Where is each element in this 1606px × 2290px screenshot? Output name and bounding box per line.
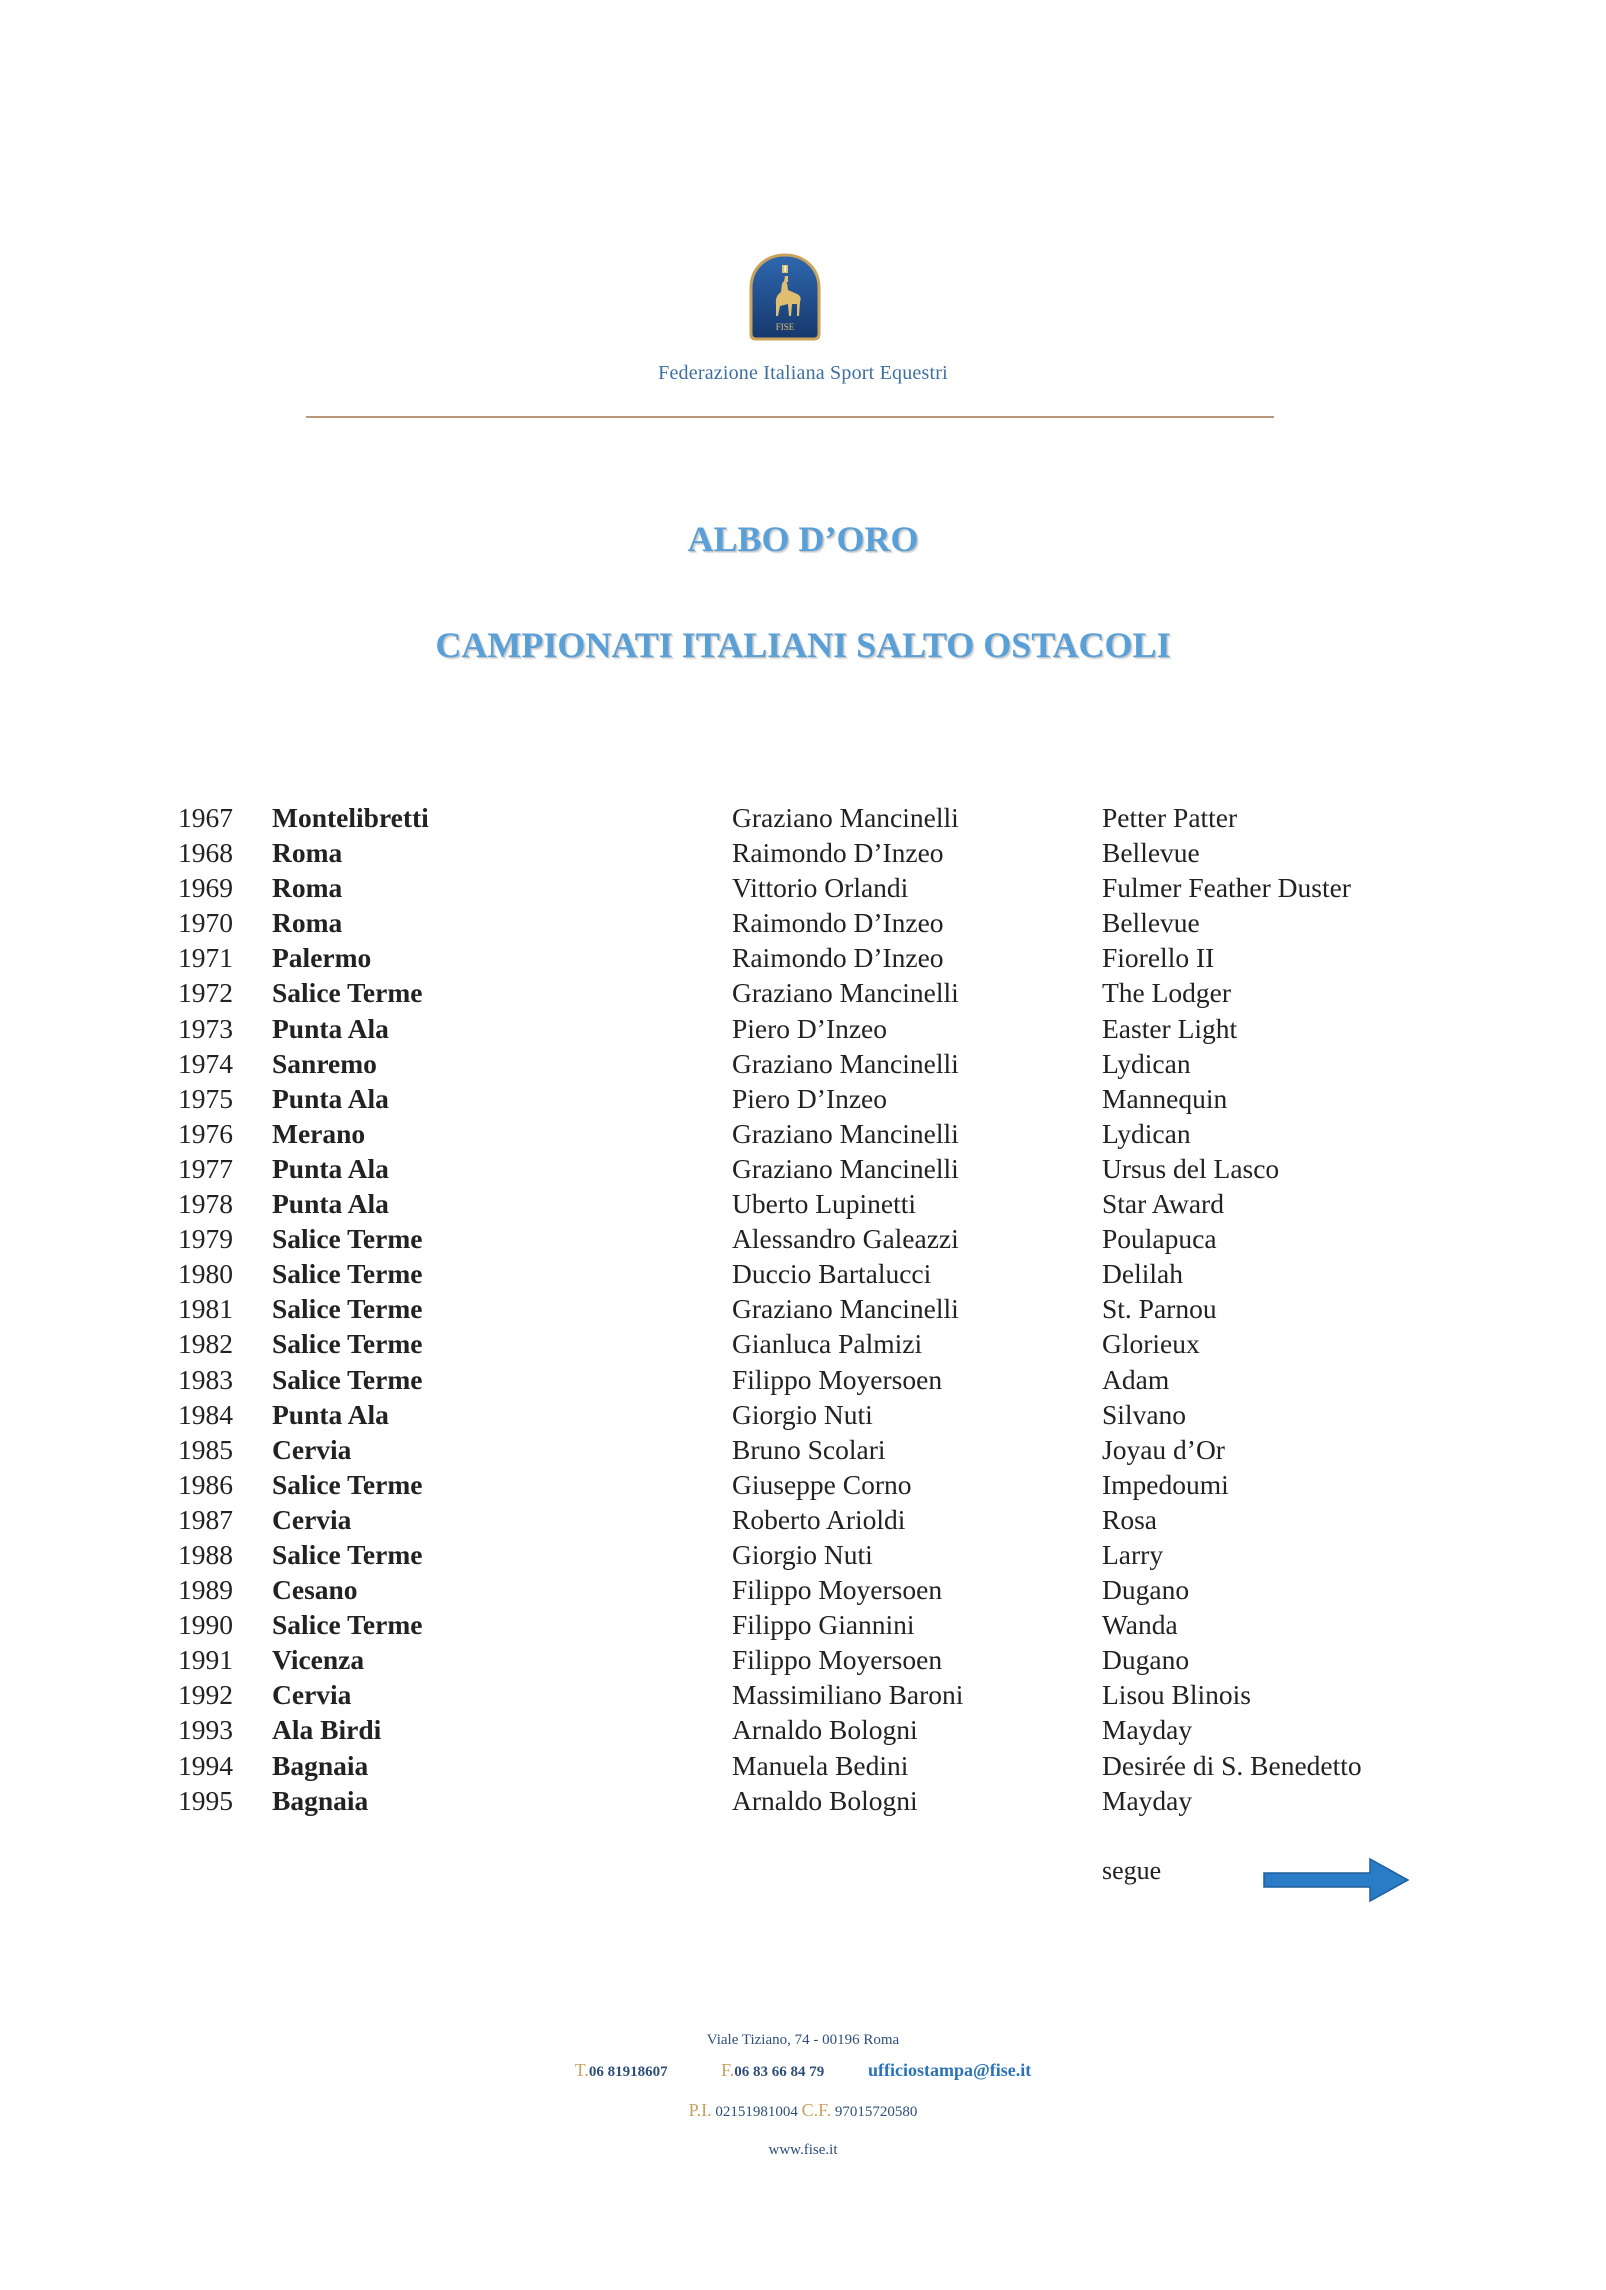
result-row bbox=[178, 1502, 1418, 1537]
venue-cell: Salice Terme bbox=[272, 1363, 423, 1395]
year-cell: 1972 bbox=[178, 977, 233, 1009]
page-subtitle: CAMPIONATI ITALIANI SALTO OSTACOLI bbox=[435, 625, 1171, 665]
year-cell: 1975 bbox=[178, 1082, 233, 1114]
venue-cell: Cervia bbox=[272, 1503, 352, 1535]
venue-cell: Roma bbox=[272, 872, 343, 904]
horse-cell: Dugano bbox=[1102, 1574, 1190, 1606]
org-name: Federazione Italiana Sport Equestri bbox=[658, 362, 948, 384]
rider-cell: Graziano Mancinelli bbox=[732, 802, 959, 833]
horse-cell: Mayday bbox=[1102, 1714, 1193, 1746]
venue-cell: Cervia bbox=[272, 1433, 352, 1465]
rider-cell: Raimondo D’Inzeo bbox=[732, 942, 944, 974]
year-cell: 1994 bbox=[178, 1749, 233, 1781]
horse-cell: St. Parnou bbox=[1102, 1293, 1217, 1325]
year-cell: 1985 bbox=[178, 1433, 233, 1465]
rider-cell: Filippo Moyersoen bbox=[732, 1574, 943, 1606]
result-row bbox=[178, 975, 1418, 1010]
rider-cell: Giorgio Nuti bbox=[732, 1398, 873, 1430]
venue-cell: Punta Ala bbox=[272, 1082, 389, 1114]
rider-cell: Gianluca Palmizi bbox=[732, 1328, 923, 1360]
horse-cell: Mayday bbox=[1102, 1784, 1193, 1816]
horse-cell: Lisou Blinois bbox=[1102, 1679, 1251, 1711]
result-row bbox=[178, 1081, 1418, 1116]
venue-cell: Punta Ala bbox=[272, 1012, 389, 1044]
venue-cell: Salice Terme bbox=[272, 1293, 423, 1325]
horse-cell: Lydican bbox=[1102, 1117, 1191, 1149]
year-cell: 1976 bbox=[178, 1117, 233, 1149]
results-table bbox=[178, 800, 1418, 1818]
fise-logo bbox=[746, 252, 824, 342]
rider-cell: Vittorio Orlandi bbox=[732, 872, 909, 904]
horse-cell: Adam bbox=[1102, 1363, 1170, 1395]
year-cell: 1990 bbox=[178, 1609, 233, 1641]
year-cell: 1983 bbox=[178, 1363, 233, 1395]
year-cell: 1979 bbox=[178, 1223, 233, 1255]
venue-cell: Montelibretti bbox=[272, 802, 429, 833]
rider-cell: Graziano Mancinelli bbox=[732, 1047, 959, 1079]
result-row bbox=[178, 1748, 1418, 1783]
horse-cell: Dugano bbox=[1102, 1644, 1190, 1676]
phone-label: T. bbox=[574, 2060, 589, 2080]
year-cell: 1987 bbox=[178, 1503, 233, 1535]
rider-cell: Piero D’Inzeo bbox=[732, 1082, 888, 1114]
year-cell: 1980 bbox=[178, 1258, 233, 1290]
horse-cell: Petter Patter bbox=[1102, 802, 1238, 833]
venue-cell: Ala Birdi bbox=[272, 1714, 382, 1746]
phone-number: 06 81918607 bbox=[588, 2064, 668, 2080]
year-cell: 1977 bbox=[178, 1152, 233, 1184]
rider-cell: Graziano Mancinelli bbox=[732, 977, 959, 1009]
year-cell: 1973 bbox=[178, 1012, 233, 1044]
rider-cell: Massimiliano Baroni bbox=[732, 1679, 964, 1711]
horse-cell: Lydican bbox=[1102, 1047, 1191, 1079]
rider-cell: Duccio Bartalucci bbox=[732, 1258, 932, 1290]
page-title: ALBO D’ORO bbox=[687, 519, 919, 559]
venue-cell: Salice Terme bbox=[272, 1258, 423, 1290]
year-cell: 1993 bbox=[178, 1714, 233, 1746]
result-row bbox=[178, 1186, 1418, 1221]
result-row bbox=[178, 1291, 1418, 1326]
horse-cell: Delilah bbox=[1102, 1258, 1183, 1290]
horse-cell: Glorieux bbox=[1102, 1328, 1200, 1360]
result-row bbox=[178, 1046, 1418, 1081]
result-row bbox=[178, 1783, 1418, 1818]
result-row bbox=[178, 1362, 1418, 1397]
rider-cell: Filippo Giannini bbox=[732, 1609, 915, 1641]
rider-cell: Arnaldo Bologni bbox=[732, 1714, 918, 1746]
pi-label: P.I. bbox=[688, 2100, 712, 2120]
cf-label: C.F. bbox=[801, 2100, 832, 2120]
result-row bbox=[178, 835, 1418, 870]
horse-cell: Bellevue bbox=[1102, 907, 1200, 939]
rider-cell: Filippo Moyersoen bbox=[732, 1644, 943, 1676]
horse-cell: Ursus del Lasco bbox=[1102, 1152, 1280, 1184]
venue-cell: Salice Terme bbox=[272, 1538, 423, 1570]
result-row bbox=[178, 1677, 1418, 1712]
cf-number: 97015720580 bbox=[834, 2104, 918, 2120]
result-row bbox=[178, 1537, 1418, 1572]
result-row bbox=[178, 1642, 1418, 1677]
year-cell: 1968 bbox=[178, 837, 233, 869]
venue-cell: Palermo bbox=[272, 942, 372, 974]
rider-cell: Bruno Scolari bbox=[732, 1433, 886, 1465]
logo-text: FISE bbox=[775, 322, 795, 332]
footer-tax-ids bbox=[0, 2100, 1606, 2121]
result-row bbox=[178, 800, 1418, 835]
venue-cell: Punta Ala bbox=[272, 1188, 389, 1220]
horse-cell: Bellevue bbox=[1102, 837, 1200, 869]
venue-cell: Bagnaia bbox=[272, 1784, 369, 1816]
year-cell: 1991 bbox=[178, 1644, 233, 1676]
horse-cell: Fulmer Feather Duster bbox=[1102, 872, 1351, 904]
horse-cell: Rosa bbox=[1102, 1503, 1157, 1535]
horse-cell: The Lodger bbox=[1102, 977, 1232, 1009]
venue-cell: Roma bbox=[272, 907, 343, 939]
rider-cell: Manuela Bedini bbox=[732, 1749, 909, 1781]
rider-cell: Graziano Mancinelli bbox=[732, 1293, 959, 1325]
year-cell: 1967 bbox=[178, 802, 233, 833]
result-row bbox=[178, 1467, 1418, 1502]
result-row bbox=[178, 1256, 1418, 1291]
horse-cell: Poulapuca bbox=[1102, 1223, 1217, 1255]
arrow-right-icon bbox=[1262, 1855, 1412, 1905]
year-cell: 1974 bbox=[178, 1047, 233, 1079]
rider-cell: Giuseppe Corno bbox=[732, 1468, 912, 1500]
venue-cell: Bagnaia bbox=[272, 1749, 369, 1781]
result-row bbox=[178, 1607, 1418, 1642]
year-cell: 1995 bbox=[178, 1784, 233, 1816]
year-cell: 1970 bbox=[178, 907, 233, 939]
venue-cell: Sanremo bbox=[272, 1047, 377, 1079]
rider-cell: Graziano Mancinelli bbox=[732, 1117, 959, 1149]
year-cell: 1984 bbox=[178, 1398, 233, 1430]
horse-cell: Fiorello II bbox=[1102, 942, 1215, 974]
rider-cell: Roberto Arioldi bbox=[732, 1503, 906, 1535]
venue-cell: Punta Ala bbox=[272, 1398, 389, 1430]
horse-cell: Mannequin bbox=[1102, 1082, 1228, 1114]
result-row bbox=[178, 1151, 1418, 1186]
horse-cell: Impedoumi bbox=[1102, 1468, 1229, 1500]
venue-cell: Merano bbox=[272, 1117, 366, 1149]
result-row bbox=[178, 1326, 1418, 1361]
horse-cell: Desirée di S. Benedetto bbox=[1102, 1749, 1362, 1781]
result-row bbox=[178, 1221, 1418, 1256]
horse-cell: Joyau d’Or bbox=[1102, 1433, 1225, 1465]
continue-label: segue bbox=[1102, 1856, 1162, 1885]
year-cell: 1971 bbox=[178, 942, 233, 974]
rider-cell: Uberto Lupinetti bbox=[732, 1188, 917, 1220]
rider-cell: Giorgio Nuti bbox=[732, 1538, 873, 1570]
website-link[interactable]: www.fise.it bbox=[768, 2142, 838, 2158]
horse-cell: Wanda bbox=[1102, 1609, 1178, 1641]
rider-cell: Filippo Moyersoen bbox=[732, 1363, 943, 1395]
venue-cell: Salice Terme bbox=[272, 1468, 423, 1500]
year-cell: 1986 bbox=[178, 1468, 233, 1500]
venue-cell: Salice Terme bbox=[272, 1223, 423, 1255]
result-row bbox=[178, 1432, 1418, 1467]
venue-cell: Roma bbox=[272, 837, 343, 869]
rider-cell: Piero D’Inzeo bbox=[732, 1012, 888, 1044]
venue-cell: Salice Terme bbox=[272, 1609, 423, 1641]
result-row bbox=[178, 870, 1418, 905]
pi-number: 02151981004 bbox=[715, 2104, 798, 2120]
result-row bbox=[178, 905, 1418, 940]
result-row bbox=[178, 1572, 1418, 1607]
footer-address: Viale Tiziano, 74 - 00196 Roma bbox=[706, 2032, 900, 2048]
header-divider bbox=[306, 416, 1274, 418]
result-row bbox=[178, 940, 1418, 975]
venue-cell: Cesano bbox=[272, 1574, 358, 1606]
venue-cell: Salice Terme bbox=[272, 1328, 423, 1360]
result-row bbox=[178, 1712, 1418, 1747]
year-cell: 1989 bbox=[178, 1574, 233, 1606]
horse-cell: Silvano bbox=[1102, 1398, 1187, 1430]
rider-cell: Alessandro Galeazzi bbox=[732, 1223, 959, 1255]
horse-cell: Larry bbox=[1102, 1538, 1164, 1570]
venue-cell: Cervia bbox=[272, 1679, 352, 1711]
rider-cell: Raimondo D’Inzeo bbox=[732, 907, 944, 939]
rider-cell: Raimondo D’Inzeo bbox=[732, 837, 944, 869]
rider-cell: Graziano Mancinelli bbox=[732, 1152, 959, 1184]
email-link[interactable]: ufficiostampa@fise.it bbox=[868, 2060, 1032, 2080]
fax-number: 06 83 66 84 79 bbox=[734, 2064, 825, 2080]
horse-cell: Easter Light bbox=[1102, 1012, 1238, 1044]
year-cell: 1978 bbox=[178, 1188, 233, 1220]
fax-label: F. bbox=[721, 2060, 735, 2080]
year-cell: 1982 bbox=[178, 1328, 233, 1360]
year-cell: 1969 bbox=[178, 872, 233, 904]
venue-cell: Punta Ala bbox=[272, 1152, 389, 1184]
result-row bbox=[178, 1397, 1418, 1432]
rider-cell: Arnaldo Bologni bbox=[732, 1784, 918, 1816]
footer-contacts bbox=[0, 2060, 1606, 2081]
year-cell: 1992 bbox=[178, 1679, 233, 1711]
year-cell: 1988 bbox=[178, 1538, 233, 1570]
venue-cell: Salice Terme bbox=[272, 977, 423, 1009]
venue-cell: Vicenza bbox=[272, 1644, 365, 1676]
result-row bbox=[178, 1116, 1418, 1151]
result-row bbox=[178, 1011, 1418, 1046]
year-cell: 1981 bbox=[178, 1293, 233, 1325]
horse-cell: Star Award bbox=[1102, 1188, 1224, 1220]
